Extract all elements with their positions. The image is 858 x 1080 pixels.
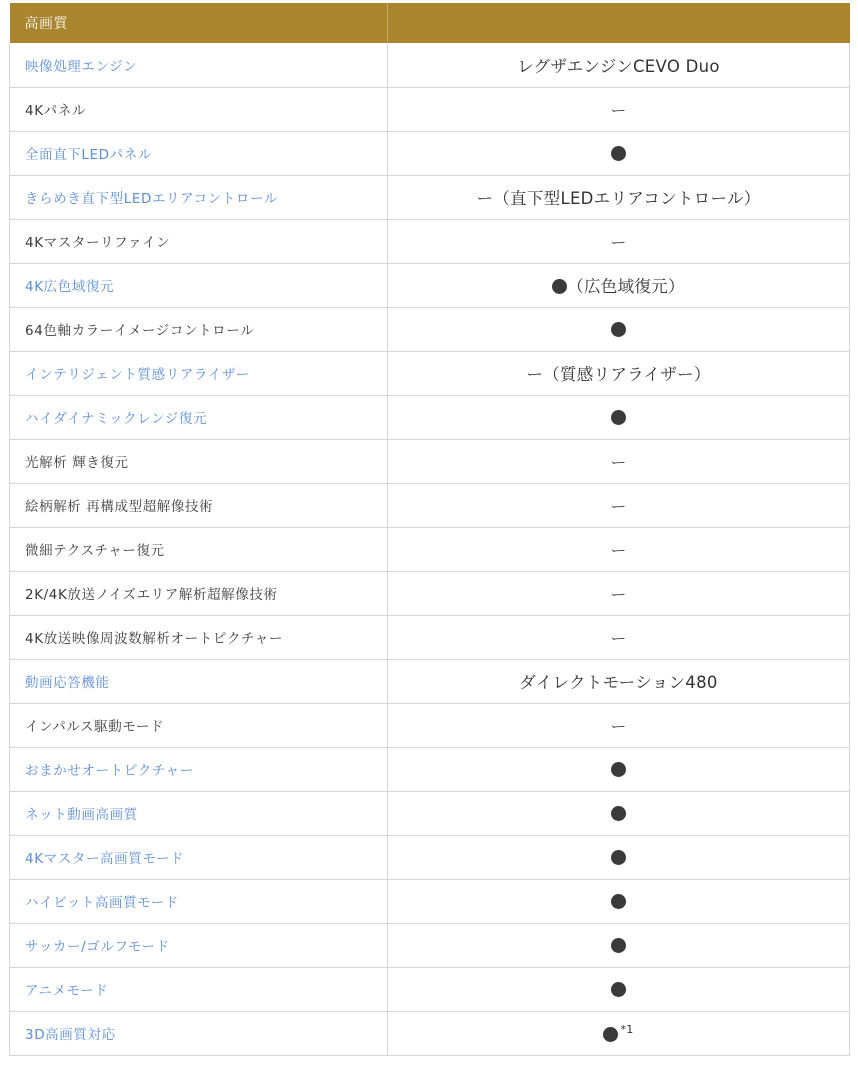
- feature-value-text: ー（直下型LEDエリアコントロール）: [476, 189, 761, 208]
- table-row: [10, 263, 850, 307]
- feature-link[interactable]: インテリジェント質感リアライザー: [10, 351, 388, 395]
- feature-value: [388, 615, 850, 659]
- feature-value: [388, 263, 850, 307]
- feature-value: [388, 43, 850, 87]
- feature-value: [388, 307, 850, 351]
- table-row: [10, 791, 850, 835]
- feature-label: 光解析 輝き復元: [10, 439, 388, 483]
- feature-value-text: （広色域復元）: [567, 277, 685, 296]
- spec-table: [9, 3, 850, 1056]
- feature-label: 微細テクスチャー復元: [10, 527, 388, 571]
- table-row: [10, 879, 850, 923]
- feature-value: [388, 571, 850, 615]
- table-row: [10, 967, 850, 1011]
- feature-value: [388, 131, 850, 175]
- table-row: [10, 835, 850, 879]
- table-row: [10, 307, 850, 351]
- feature-value-text: ー（質感リアライザー）: [526, 365, 711, 384]
- feature-value: [388, 835, 850, 879]
- table-row: [10, 43, 850, 87]
- feature-value-text: ー: [610, 100, 627, 120]
- table-row: [10, 659, 850, 703]
- supported-dot-icon: [552, 279, 567, 294]
- feature-label: 64色軸カラーイメージコントロール: [10, 307, 388, 351]
- feature-value-text: ー: [610, 716, 627, 736]
- supported-dot-icon: [611, 146, 626, 161]
- feature-label: 4K放送映像周波数解析オートピクチャー: [10, 615, 388, 659]
- table-row: [10, 527, 850, 571]
- feature-value: [388, 395, 850, 439]
- section-title: 高画質: [10, 3, 388, 43]
- supported-dot-icon: [611, 762, 626, 777]
- table-row: [10, 703, 850, 747]
- table-row: [10, 615, 850, 659]
- feature-value: [388, 747, 850, 791]
- feature-value: [388, 439, 850, 483]
- supported-dot-icon: [611, 938, 626, 953]
- table-row: [10, 87, 850, 131]
- feature-value: [388, 659, 850, 703]
- table-body: [10, 43, 850, 1055]
- table-row: [10, 1011, 850, 1055]
- feature-value-text: ー: [610, 496, 627, 516]
- feature-value: [388, 175, 850, 219]
- feature-label: 絵柄解析 再構成型超解像技術: [10, 483, 388, 527]
- feature-value-text: ダイレクトモーション480: [519, 673, 718, 692]
- table-row: [10, 439, 850, 483]
- table-header-row: [10, 3, 850, 43]
- table-row: [10, 571, 850, 615]
- table-row: [10, 131, 850, 175]
- feature-link[interactable]: おまかせオートピクチャー: [10, 747, 388, 791]
- feature-link[interactable]: 全面直下LEDパネル: [10, 131, 388, 175]
- table-row: [10, 351, 850, 395]
- table-row: [10, 175, 850, 219]
- feature-value-text: ー: [610, 628, 627, 648]
- feature-link[interactable]: ハイビット高画質モード: [10, 879, 388, 923]
- feature-link[interactable]: 4K広色域復元: [10, 263, 388, 307]
- feature-value-text: レグザエンジンCEVO Duo: [517, 56, 720, 76]
- supported-dot-icon: [611, 894, 626, 909]
- supported-dot-icon: [611, 982, 626, 997]
- feature-value: [388, 879, 850, 923]
- feature-link[interactable]: アニメモード: [10, 967, 388, 1011]
- feature-label: 4Kマスターリファイン: [10, 219, 388, 263]
- feature-value-text: ー: [610, 452, 627, 472]
- spec-table-container: [9, 3, 849, 1056]
- feature-value: [388, 483, 850, 527]
- feature-label: 4Kパネル: [10, 87, 388, 131]
- feature-value-text: ー: [610, 540, 627, 560]
- header-blank-cell: [388, 3, 850, 43]
- feature-link[interactable]: ネット動画高画質: [10, 791, 388, 835]
- feature-label: 2K/4K放送ノイズエリア解析超解像技術: [10, 571, 388, 615]
- feature-link[interactable]: ハイダイナミックレンジ復元: [10, 395, 388, 439]
- supported-dot-icon: [611, 410, 626, 425]
- feature-link[interactable]: 4Kマスター高画質モード: [10, 835, 388, 879]
- table-row: [10, 219, 850, 263]
- feature-label: インパルス駆動モード: [10, 703, 388, 747]
- feature-value: [388, 703, 850, 747]
- feature-value: [388, 527, 850, 571]
- footnote-marker: *1: [620, 1022, 634, 1036]
- feature-value-text: ー: [610, 584, 627, 604]
- table-row: [10, 923, 850, 967]
- feature-link[interactable]: サッカー/ゴルフモード: [10, 923, 388, 967]
- feature-link[interactable]: 動画応答機能: [10, 659, 388, 703]
- feature-value-text: ー: [610, 232, 627, 252]
- feature-value: [388, 967, 850, 1011]
- feature-value: [388, 923, 850, 967]
- feature-link[interactable]: 3D高画質対応: [10, 1011, 388, 1055]
- feature-value: [388, 219, 850, 263]
- feature-value: [388, 87, 850, 131]
- feature-link[interactable]: きらめき直下型LEDエリアコントロール: [10, 175, 388, 219]
- supported-dot-icon: [611, 850, 626, 865]
- table-row: [10, 483, 850, 527]
- table-row: [10, 747, 850, 791]
- feature-value: [388, 1011, 850, 1055]
- supported-dot-icon: [603, 1027, 618, 1042]
- table-row: [10, 395, 850, 439]
- feature-link[interactable]: 映像処理エンジン: [10, 43, 388, 87]
- supported-dot-icon: [611, 322, 626, 337]
- feature-value: [388, 351, 850, 395]
- feature-value: [388, 791, 850, 835]
- supported-dot-icon: [611, 806, 626, 821]
